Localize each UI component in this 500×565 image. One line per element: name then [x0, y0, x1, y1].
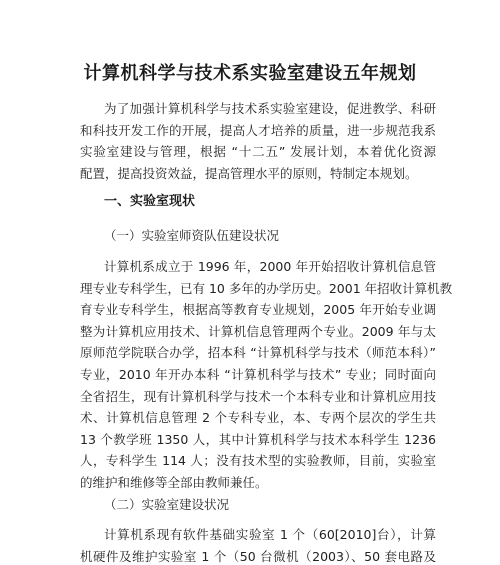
- intro-line: 为了加强计算机科学与技术系实验室建设，促进教学、科研: [104, 101, 436, 116]
- intro-paragraph: [80, 98, 436, 184]
- faculty-paragraph: [80, 256, 453, 494]
- intro-line: 配置，提高投资效益，提高管理水平的原则，特制定本规划。: [80, 165, 418, 181]
- section-heading-status: 一、实验室现状: [104, 194, 196, 209]
- faculty-line: 专业，2010 年开办本科 “计算机科学与技术” 专业；同时面向: [80, 366, 436, 382]
- faculty-line: 术、计算机信息管理 2 个专科专业，本、专两个层次的学生共: [80, 410, 436, 426]
- faculty-line: 计算机系成立于 1996 年，2000 年开始招收计算机信息管: [104, 259, 436, 274]
- faculty-line: 理专业专科学生，已有 10 多年的办学历史。2001 年招收计算机教: [80, 280, 453, 296]
- faculty-line: 13 个教学班 1350 人，其中计算机科学与技术本科学生 1236: [80, 431, 436, 447]
- faculty-line: 的维护和维修等全部由教师兼任。: [80, 474, 268, 490]
- faculty-line: 原师范学院联合办学，招本科 “计算机科学与技术（师范本科）”: [80, 345, 436, 361]
- document-title: 计算机科学与技术系实验室建设五年规划: [83, 63, 417, 84]
- faculty-line: 全省招生，现有计算机科学与技术一个本科专业和计算机应用技: [80, 388, 436, 404]
- intro-line: 实验室建设与管理，根据 “十二五” 发展计划，本着优化资源: [80, 144, 436, 160]
- labs-line: 机硬件及维护实验室 1 个（50 台微机（2003）、50 套电路及: [80, 548, 436, 564]
- labs-paragraph: [80, 524, 436, 565]
- labs-line: 计算机系现有软件基础实验室 1 个（60[2010]台），计算: [104, 527, 436, 542]
- faculty-line: 人，专科学生 114 人；没有技术型的实验教师，目前，实验室: [80, 453, 436, 469]
- faculty-line: 整为计算机应用技术、计算机信息管理两个专业。2009 年与太: [80, 323, 436, 339]
- intro-line: 和科技开发工作的开展，提高人才培养的质量，进一步规范我系: [80, 122, 436, 138]
- subsection-heading-labs: （二）实验室建设状况: [104, 497, 230, 512]
- subsection-heading-faculty: （一）实验室师资队伍建设状况: [104, 228, 280, 243]
- faculty-line: 育专业专科学生，根据高等教育专业规划，2005 年开始专业调: [80, 302, 436, 318]
